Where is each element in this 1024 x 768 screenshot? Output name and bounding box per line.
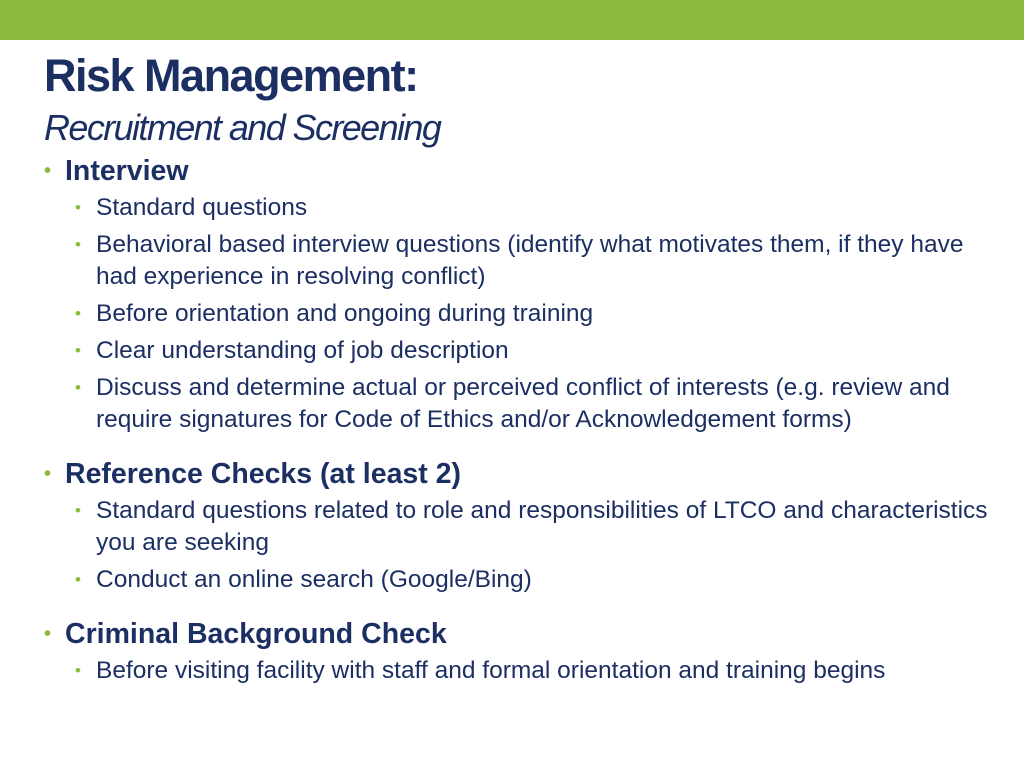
section-reference-checks xyxy=(44,455,1004,596)
list-item-text: Conduct an online search (Google/Bing) xyxy=(96,566,532,593)
bullet-icon: • xyxy=(75,661,81,680)
list-item-text: Before orientation and ongoing during training xyxy=(96,300,594,327)
top-accent-bar xyxy=(0,0,1024,40)
list-item-text: Before visiting facility with staff and formal orientation and training begins xyxy=(96,657,886,684)
bullet-icon: • xyxy=(75,235,81,254)
list-item xyxy=(44,298,1004,330)
section-criminal-background-check xyxy=(44,615,1004,687)
section-heading-label: Reference Checks (at least 2) xyxy=(65,458,462,490)
bullet-list xyxy=(44,655,1004,687)
bullet-list xyxy=(44,192,1004,436)
section-heading-label: Interview xyxy=(65,155,189,187)
bullet-list xyxy=(44,495,1004,596)
bullet-icon: • xyxy=(44,463,52,485)
bullet-icon: • xyxy=(75,378,81,397)
list-item-text: Standard questions related to role and responsibilities of LTCO and characteristics you are seeking xyxy=(96,497,988,556)
bullet-icon: • xyxy=(75,341,81,360)
list-item xyxy=(44,229,1004,293)
slide-title: Risk Management: xyxy=(44,50,418,101)
content-area xyxy=(44,152,1004,687)
list-item xyxy=(44,495,1004,559)
section-heading xyxy=(44,455,1004,493)
list-item xyxy=(44,372,1004,436)
list-item-text: Standard questions xyxy=(96,194,308,221)
section-heading xyxy=(44,152,1004,190)
section-interview xyxy=(44,152,1004,436)
list-item xyxy=(44,655,1004,687)
section-heading xyxy=(44,615,1004,653)
bullet-icon: • xyxy=(75,501,81,520)
list-item xyxy=(44,335,1004,367)
list-item-text: Discuss and determine actual or perceived conflict of interests (e.g. review and require signatures for Code of Ethics and/or Acknowledgement forms) xyxy=(96,374,950,433)
list-item-text: Behavioral based interview questions (identify what motivates them, if they have had experience in resolving conflict) xyxy=(96,231,964,290)
slide-subtitle: Recruitment and Screening xyxy=(44,107,441,148)
bullet-icon: • xyxy=(75,570,81,589)
section-heading-label: Criminal Background Check xyxy=(65,618,447,650)
list-item-text: Clear understanding of job description xyxy=(96,337,509,364)
bullet-icon: • xyxy=(44,160,52,182)
bullet-icon: • xyxy=(75,198,81,217)
bullet-icon: • xyxy=(75,304,81,323)
bullet-icon: • xyxy=(44,623,52,645)
list-item xyxy=(44,564,1004,596)
list-item xyxy=(44,192,1004,224)
